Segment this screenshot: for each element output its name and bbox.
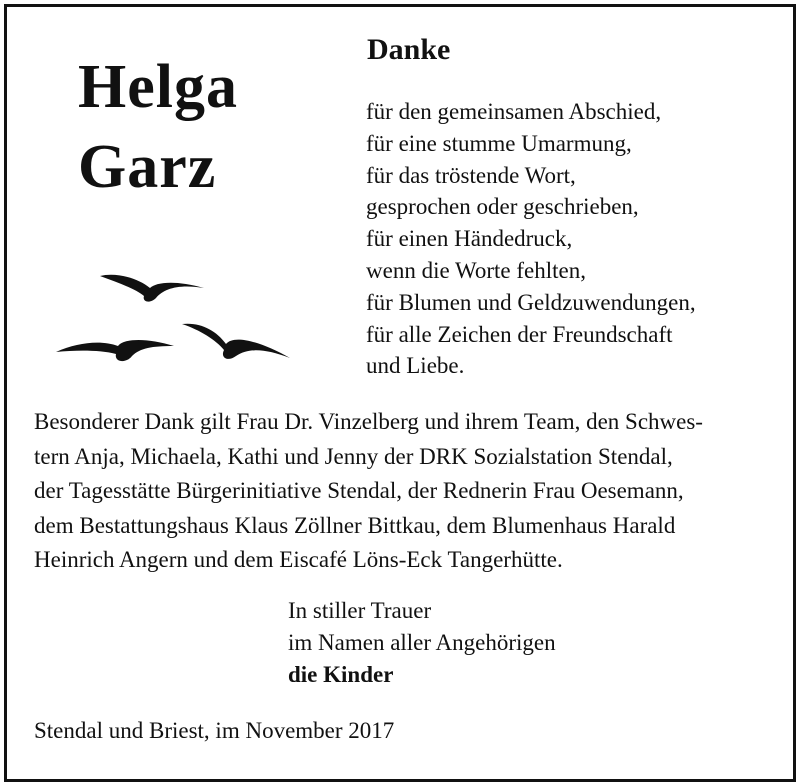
paragraph-line: der Tagesstätte Bürgerinitiative Stendal, der Rednerin Frau Oesemann,	[34, 478, 684, 503]
poem-line: für einen Händedruck,	[366, 226, 573, 252]
paragraph-line: Heinrich Angern und dem Eiscafé Löns-Eck Tangerhütte.	[34, 547, 563, 572]
special-thanks-paragraph	[34, 405, 774, 578]
poem-line: für Blumen und Geldzuwendungen,	[366, 289, 696, 315]
poem-line: und Liebe.	[366, 353, 465, 379]
poem-line: für den gemeinsamen Abschied,	[366, 99, 662, 124]
bird-icon	[182, 324, 290, 359]
poem-line: wenn die Worte fehlten,	[366, 257, 586, 283]
poem-line: gesprochen oder geschrieben,	[366, 194, 639, 220]
paragraph-line: Besonderer Dank gilt Frau Dr. Vinzelberg und ihrem Team, den Schwes-	[34, 409, 703, 434]
signature-line: im Namen aller Angehörigen	[288, 630, 556, 655]
signature-family: die Kinder	[288, 662, 394, 687]
signature-block	[288, 595, 556, 691]
signature-line: In stiller Trauer	[288, 598, 432, 623]
paragraph-line: tern Anja, Michaela, Kathi und Jenny der DRK Sozialstation Stendal,	[34, 443, 673, 469]
thanks-poem	[366, 96, 696, 382]
paragraph-line: dem Bestattungshaus Klaus Zöllner Bittkau, dem Blumenhaus Harald	[34, 512, 676, 538]
poem-line: für eine stumme Umarmung,	[366, 130, 632, 156]
poem-line: für das tröstende Wort,	[366, 162, 576, 188]
place-and-date: Stendal und Briest, im November 2017	[34, 718, 395, 743]
bird-icon	[100, 275, 204, 302]
notice-title: Danke	[367, 33, 451, 66]
deceased-last-name: Garz	[78, 133, 217, 201]
bird-icon	[56, 340, 174, 361]
deceased-first-name: Helga	[78, 53, 238, 121]
poem-line: für alle Zeichen der Freundschaft	[366, 321, 673, 347]
flying-birds-icon	[52, 262, 302, 372]
